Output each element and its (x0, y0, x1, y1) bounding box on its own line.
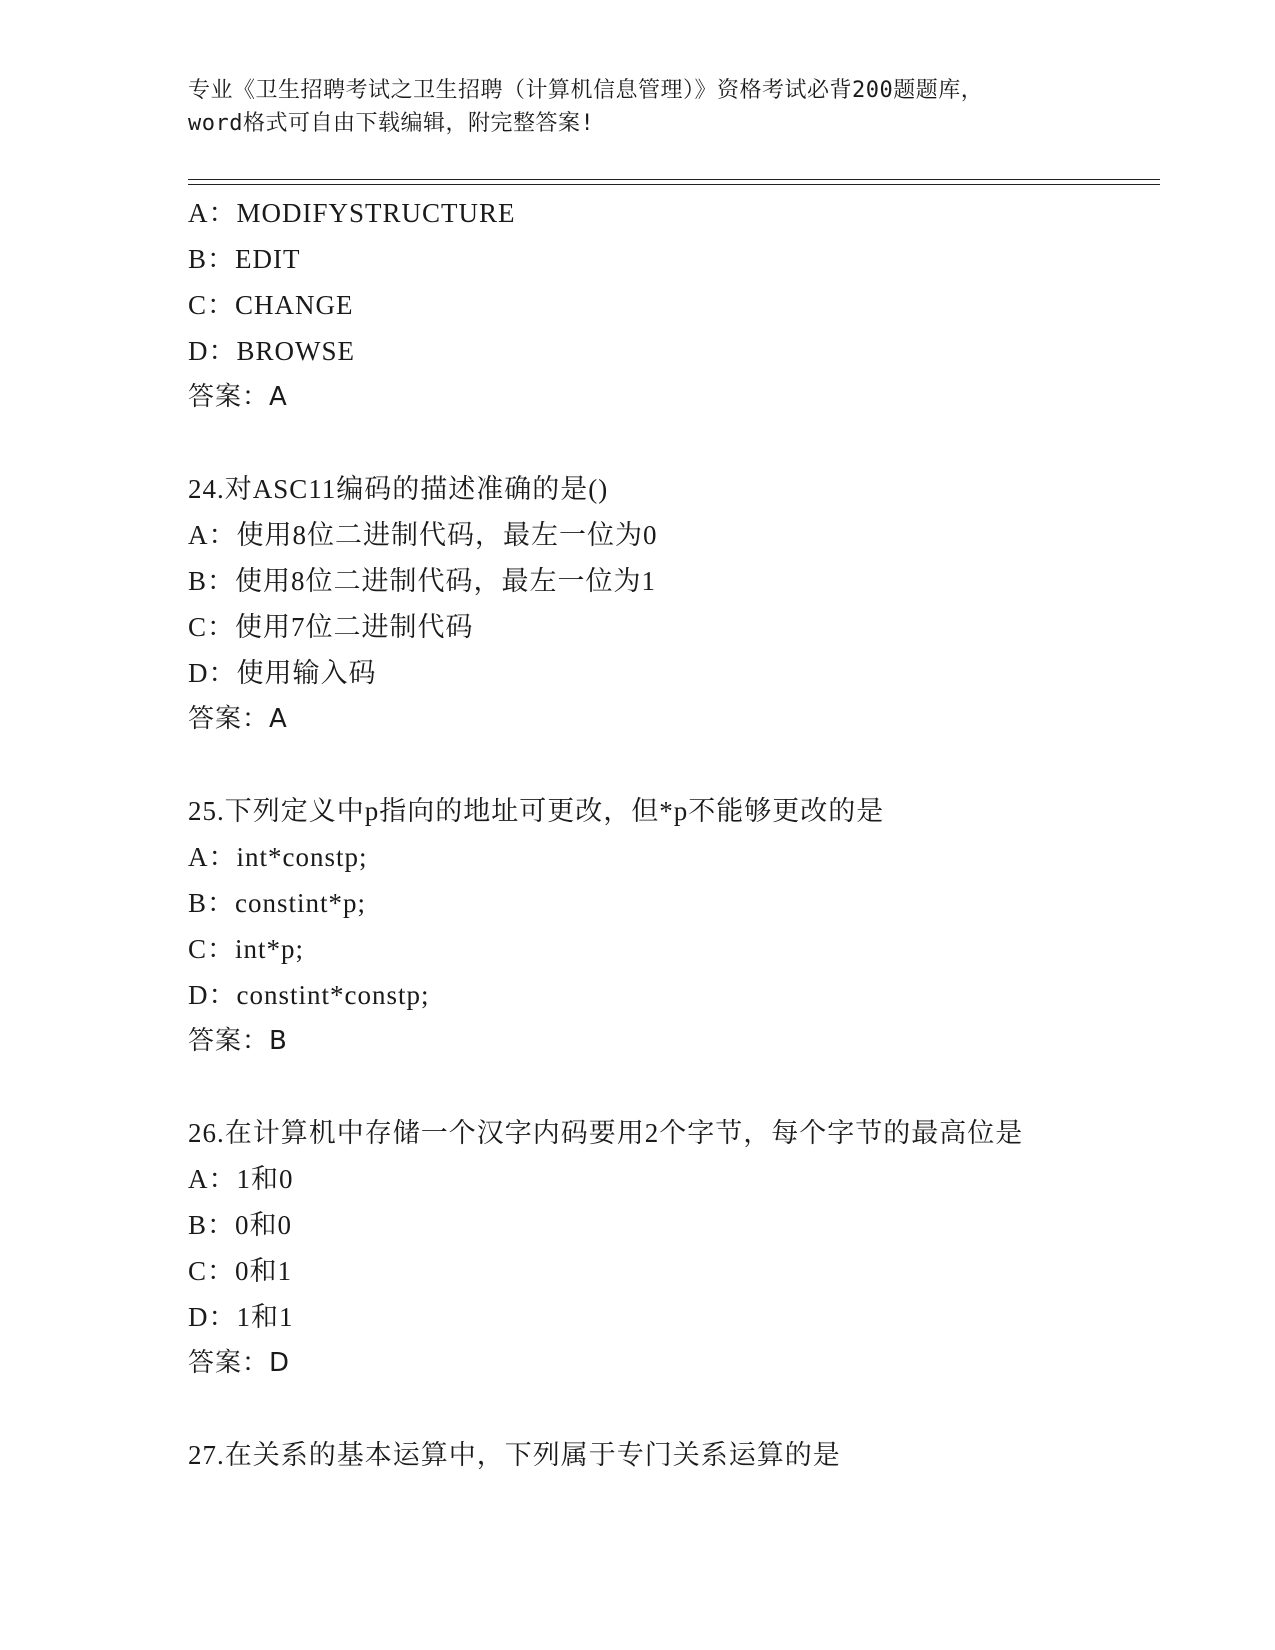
option-a: A：使用8位二进制代码，最左一位为0 (188, 520, 658, 550)
option-c: C：使用7位二进制代码 (188, 612, 474, 642)
question-26 (188, 1110, 1188, 1386)
answer: 答案：B (188, 1026, 288, 1056)
spacer (188, 742, 1188, 788)
question-text: 25.下列定义中p指向的地址可更改，但*p不能够更改的是 (188, 796, 885, 826)
option-d: D：1和1 (188, 1302, 294, 1332)
option-c: C：CHANGE (188, 290, 354, 320)
question-24 (188, 466, 1188, 742)
option-d: D：使用输入码 (188, 658, 377, 688)
option-d: D：constint*constp; (188, 980, 430, 1010)
option-c: C：0和1 (188, 1256, 293, 1286)
question-text: 24.对ASC11编码的描述准确的是() (188, 474, 609, 504)
question-23 (188, 190, 1188, 420)
document-header (188, 74, 1088, 140)
option-a: A：int*constp; (188, 842, 368, 872)
option-c: C：int*p; (188, 934, 305, 964)
option-b: B：EDIT (188, 244, 301, 274)
spacer (188, 420, 1188, 466)
option-b: B：使用8位二进制代码，最左一位为1 (188, 566, 657, 596)
question-text: 26.在计算机中存储一个汉字内码要用2个字节，每个字节的最高位是 (188, 1118, 1024, 1148)
question-25 (188, 788, 1188, 1064)
option-b: B：constint*p; (188, 888, 367, 918)
question-text: 27.在关系的基本运算中，下列属于专门关系运算的是 (188, 1440, 841, 1470)
option-a: A：MODIFYSTRUCTURE (188, 198, 516, 228)
question-27 (188, 1432, 1188, 1478)
option-d: D：BROWSE (188, 336, 356, 366)
question-list (188, 190, 1188, 1478)
header-line-2: word格式可自由下载编辑，附完整答案! (188, 111, 595, 136)
option-b: B：0和0 (188, 1210, 293, 1240)
option-a: A：1和0 (188, 1164, 294, 1194)
header-line-1: 专业《卫生招聘考试之卫生招聘（计算机信息管理）》资格考试必背200题题库， (188, 78, 984, 103)
answer: 答案：A (188, 382, 288, 412)
header-divider-bottom (188, 184, 1160, 185)
answer: 答案：D (188, 1348, 291, 1378)
answer: 答案：A (188, 704, 288, 734)
spacer (188, 1386, 1188, 1432)
header-divider-top (188, 179, 1160, 180)
spacer (188, 1064, 1188, 1110)
